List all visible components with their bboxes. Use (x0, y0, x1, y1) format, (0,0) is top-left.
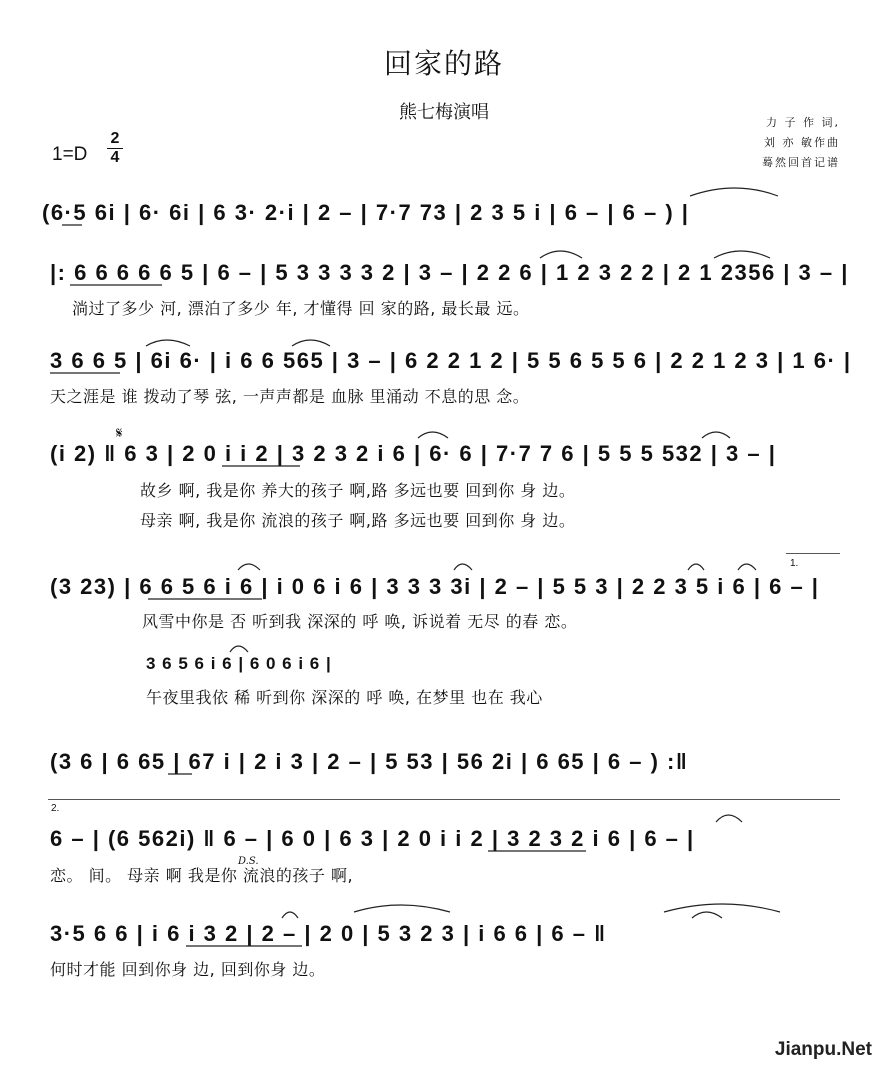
transcriber-credit: 蓦然回首记谱 (762, 156, 840, 169)
lyrics-line-8: 恋。 间。 母亲 啊 我是你 流浪的孩子 啊, (50, 866, 354, 885)
slur-line-4b (702, 432, 730, 438)
lyrics-line-3: 天之涯是 谁 拨动了琴 弦, 一声声都是 血脉 里涌动 不息的思 念。 (50, 387, 530, 406)
volta-2-label: 2. (51, 803, 60, 814)
slur-line-1 (690, 188, 778, 196)
slur-line-9c (664, 904, 780, 912)
song-title: 回家的路 (383, 47, 504, 80)
notation-line-5: (3 23) | 6 6 5 6 i 6 | i 0 6 i 6 | 3 3 3 3i | 2 – | 5 5 3 | 2 2 3 5 i 6 | 6 – | (50, 574, 820, 599)
slur-line-4a (418, 432, 448, 438)
lyrics-line-4a: 故乡 啊, 我是你 养大的孩子 啊,路 多远也要 回到你 身 边。 (140, 481, 576, 500)
key-signature: 1=D (52, 144, 88, 165)
lyricist-credit: 力 子 作 词, (766, 116, 840, 129)
lyrics-line-4b: 母亲 啊, 我是你 流浪的孩子 啊,路 多远也要 回到你 身 边。 (140, 511, 576, 530)
notation-line-9: 3·5 6 6 | i 6 i 3 2 | 2 – | 2 0 | 5 3 2 3 | i 6 6 | 6 – ‖ (50, 921, 607, 946)
lyrics-line-5: 风雪中你是 否 听到我 深深的 呼 唤, 诉说着 无尽 的春 恋。 (142, 612, 578, 631)
watermark: Jianpu.Net (774, 1039, 872, 1060)
slur-line-9b (354, 905, 450, 912)
slur-line-8 (716, 815, 742, 822)
lyrics-line-6: 午夜里我依 稀 听到你 深深的 呼 唤, 在梦里 也在 我心 (146, 688, 543, 707)
slur-line-2b (714, 251, 770, 258)
slur-line-5b (454, 564, 472, 570)
notation-line-4: (i 2) ‖ 6 3 | 2 0 i i 2 | 3 2 3 2 i 6 | 6· 6 | 7·7 7 6 | 5 5 5 532 | 3 – | (50, 441, 777, 466)
slur-line-3b (292, 340, 330, 346)
notation-line-8: 6 – | (6 562i) ‖ 6 – | 6 0 | 6 3 | 2 0 i i 2 | 3 2 3 2 i 6 | 6 – | (50, 826, 695, 851)
notation-line-3: 3 6 6 5 | 6i 6· | i 6 6 565 | 3 – | 6 2 2 1 2 | 5 5 6 5 5 6 | 2 2 1 2 3 | 1 6· | (50, 348, 852, 373)
singer-credit: 熊七梅演唱 (399, 102, 489, 123)
slur-line-9d (692, 912, 722, 918)
slur-line-5d (738, 564, 756, 570)
slur-line-5c (688, 564, 704, 570)
notation-line-1: (6·5 6i | 6· 6i | 6 3· 2·i | 2 – | 7·7 73 | 2 3 5 i | 6 – | 6 – ) | (42, 200, 690, 225)
composer-credit: 刘 亦 敏作曲 (764, 136, 840, 149)
lyrics-line-9: 何时才能 回到你身 边, 回到你身 边。 (50, 960, 326, 979)
notation-line-7: (3 6 | 6 65 | 67 i | 2 i 3 | 2 – | 5 53 | 56 2i | 6 65 | 6 – ) :‖ (50, 749, 689, 774)
volta-1-label: 1. (790, 558, 799, 569)
segno-sign: 𝄋 (116, 424, 123, 442)
notation-line-2: |: 6 6 6 6 6 5 | 6 – | 5 3 3 3 3 2 | 3 – | 2 2 6 | 1 2 3 2 2 | 2 1 2356 | 3 – | (50, 260, 849, 285)
slur-line-2a (540, 251, 582, 258)
ds-mark: D.S. (238, 856, 259, 867)
slur-line-3a (146, 340, 190, 346)
slur-line-5a (238, 564, 260, 570)
time-signature-bottom: 4 (107, 148, 123, 167)
time-signature-top: 2 (110, 130, 120, 147)
lyrics-line-2: 淌过了多少 河, 漂泊了多少 年, 才懂得 回 家的路, 最长最 远。 (72, 299, 530, 318)
slur-line-9a (282, 912, 298, 918)
slur-line-6 (230, 646, 248, 652)
notation-line-6: 3 6 5 6 i 6 | 6 0 6 i 6 | (146, 654, 332, 673)
